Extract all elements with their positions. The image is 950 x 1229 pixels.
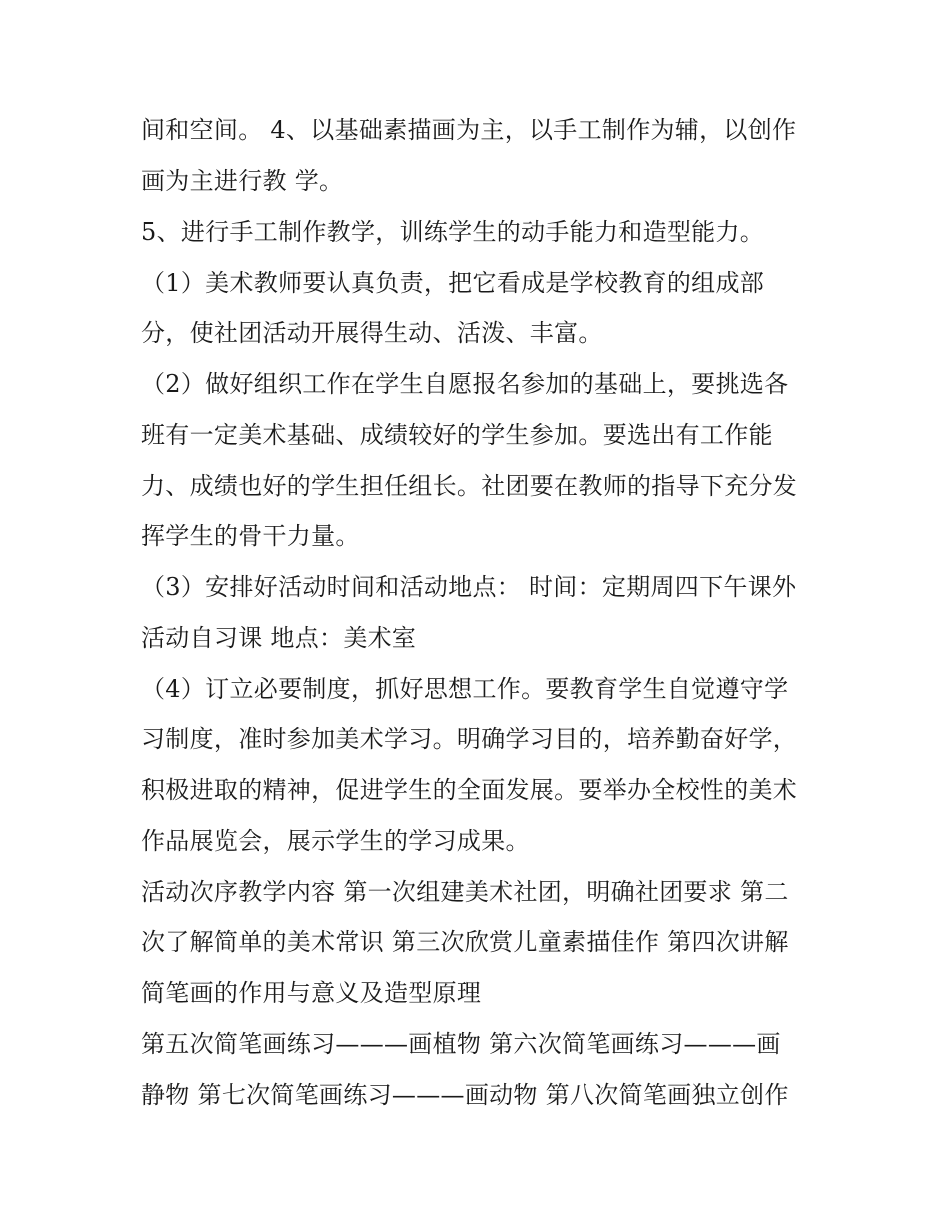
text-line: 力、成绩也好的学生担任组长。社团要在教师的指导下充分发 xyxy=(141,472,798,500)
text-line: （1）美术教师要认真负责，把它看成是学校教育的组成部 xyxy=(141,269,765,297)
text-line: （2）做好组织工作在学生自愿报名参加的基础上，要挑选各 xyxy=(141,370,789,398)
text-line: 活动自习课 地点：美术室 xyxy=(141,624,417,652)
text-line: 画为主进行教 学。 xyxy=(141,167,344,195)
text-line: （4）订立必要制度，抓好思想工作。要教育学生自觉遵守学 xyxy=(141,675,789,703)
text-line: 次了解简单的美术常识 第三次欣赏儿童素描佳作 第四次讲解 xyxy=(141,928,789,956)
text-line: 活动次序教学内容 第一次组建美术社团，明确社团要求 第二 xyxy=(141,878,789,906)
text-line: 简笔画的作用与意义及造型原理 xyxy=(141,979,482,1007)
text-line: 习制度，准时参加美术学习。明确学习目的，培养勤奋好学， xyxy=(141,725,798,753)
text-line: 第五次简笔画练习———画植物 第六次简笔画练习———画 xyxy=(141,1030,781,1058)
text-line: 分，使社团活动开展得生动、活泼、丰富。 xyxy=(141,319,603,347)
text-line: 挥学生的骨干力量。 xyxy=(141,522,360,550)
text-line: （3）安排好活动时间和活动地点： 时间：定期周四下午课外 xyxy=(141,573,797,601)
text-line: 静物 第七次简笔画练习———画动物 第八次简笔画独立创作 xyxy=(141,1081,789,1109)
text-line: 积极进取的精神，促进学生的全面发展。要举办全校性的美术 xyxy=(141,776,798,804)
text-line: 作品展览会，展示学生的学习成果。 xyxy=(141,827,530,855)
text-line: 5、进行手工制作教学，训练学生的动手能力和造型能力。 xyxy=(141,218,765,246)
text-line: 间和空间。 4、以基础素描画为主，以手工制作为辅，以创作 xyxy=(141,116,797,144)
text-line: 班有一定美术基础、成绩较好的学生参加。要选出有工作能 xyxy=(141,421,773,449)
